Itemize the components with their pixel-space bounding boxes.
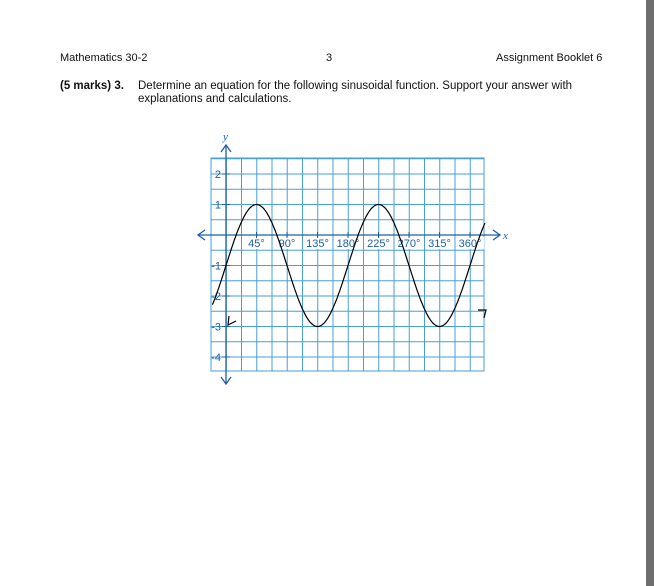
x-tick-label: 360° — [458, 238, 482, 250]
question-text: Determine an equation for the following sinusoidal function. Support your answer with explanations and calculations. — [138, 80, 573, 105]
grid-border — [211, 158, 484, 371]
x-tick-label: 45° — [248, 238, 265, 250]
y-tick-label: -1 — [211, 260, 221, 273]
y-tick-label: -4 — [211, 352, 221, 364]
x-tick-label: 180° — [336, 238, 360, 250]
question-marks: (5 marks) 3. — [60, 80, 124, 92]
x-tick-label: 270° — [397, 238, 421, 250]
x-tick-label: 315° — [428, 238, 451, 250]
x-axis-label: x — [503, 230, 508, 242]
x-tick-label: 135° — [306, 238, 329, 250]
booklet-title: Assignment Booklet 6 — [496, 52, 603, 64]
y-tick-label: 2 — [214, 169, 221, 181]
x-tick-label: 225° — [367, 238, 390, 250]
x-tick-label: 90° — [278, 238, 296, 250]
course-title: Mathematics 30-2 — [60, 52, 148, 64]
y-tick-label: -2 — [211, 291, 221, 303]
y-tick-label: -3 — [211, 321, 221, 334]
page-number: 3 — [326, 52, 333, 64]
y-tick-label: 1 — [214, 199, 221, 212]
y-axis-label: y — [223, 131, 228, 143]
curve-left-arrow — [228, 316, 236, 325]
